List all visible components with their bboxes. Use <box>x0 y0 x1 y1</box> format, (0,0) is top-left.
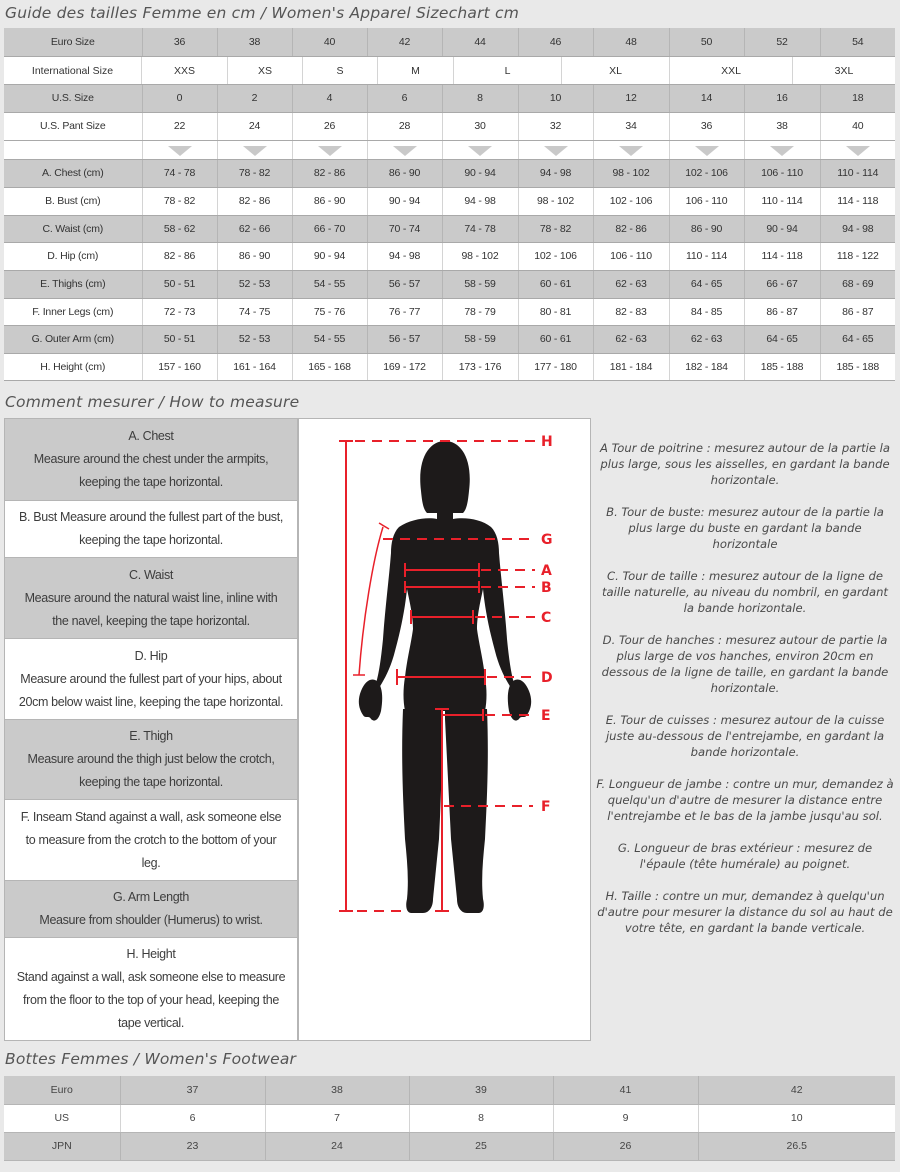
body-measurement-figure <box>298 418 591 1041</box>
row-label: F. Inner Legs (cm) <box>4 298 142 325</box>
cell: 106 - 110 <box>744 159 820 187</box>
cell: 94 - 98 <box>518 159 593 187</box>
cell: 4 <box>292 84 367 112</box>
cell: 62 - 63 <box>669 325 744 353</box>
instruction-line: Measure from shoulder (Humerus) to wrist. <box>39 913 263 927</box>
cell: 62 - 63 <box>593 270 669 298</box>
cell: 90 - 94 <box>367 187 442 215</box>
cell: 181 - 184 <box>593 353 669 380</box>
down-triangle-icon <box>393 146 417 156</box>
cell: 10 <box>518 84 593 112</box>
cell: 94 - 98 <box>367 242 442 270</box>
down-triangle-icon <box>168 146 192 156</box>
cell: 78 - 82 <box>518 215 593 242</box>
cell: 52 - 53 <box>217 270 292 298</box>
fr-instruction-b: B. Tour de buste: mesurez autour de la partie la plus large du buste en gardant la bande horizontale <box>606 505 884 551</box>
label-a: A <box>541 563 552 579</box>
cell: 68 - 69 <box>820 270 895 298</box>
cell: 8 <box>409 1104 553 1132</box>
cell: 6 <box>120 1104 265 1132</box>
cell: 10 <box>698 1104 895 1132</box>
cell: 6 <box>367 84 442 112</box>
footwear-row-euro <box>4 1076 895 1104</box>
cell: 58 - 62 <box>142 215 217 242</box>
measurement-letter-labels <box>541 434 553 815</box>
footwear-size-table <box>4 1076 895 1161</box>
cell: 62 - 66 <box>217 215 292 242</box>
instruction-heading: G. Arm Length <box>112 890 190 904</box>
fr-instruction-d: D. Tour de hanches : mesurez autour de partie la plus large de vos hanches, environ 20cm en dessous de la ligne de taille, en gardant la bande horizontale. <box>601 633 889 695</box>
label-c: C <box>541 610 552 626</box>
cell: 56 - 57 <box>367 270 442 298</box>
cell: 86 - 87 <box>744 298 820 325</box>
measure-instructions-list <box>4 418 298 1041</box>
instruction-line: F. Inseam Stand against a wall, ask someone else <box>20 809 282 824</box>
row-label: JPN <box>4 1132 120 1160</box>
cell: 86 - 87 <box>820 298 895 325</box>
instruction-line: Measure around the natural waist line, inline with <box>24 590 278 605</box>
cell: 78 - 79 <box>442 298 518 325</box>
cell: 32 <box>518 112 593 140</box>
cell: 46 <box>518 28 593 56</box>
euro-size-row <box>4 28 895 56</box>
cell: 40 <box>820 112 895 140</box>
row-label: Euro Size <box>4 28 142 56</box>
label-f: F <box>541 799 551 815</box>
fr-instruction-a: A Tour de poitrine : mesurez autour de la partie la plus large, sous les aisselles, en gardant la bande horizontale. <box>599 441 890 487</box>
down-triangle-icon <box>318 146 342 156</box>
cell: 82 - 86 <box>217 187 292 215</box>
fr-instruction-h: H. Taille : contre un mur, demandez à quelqu'un d'autre pour mesurer la distance du sol au haut de votre tête, en gardant la bande verticale. <box>597 889 893 935</box>
cell: 7 <box>265 1104 409 1132</box>
label-g: G <box>541 532 553 548</box>
cell: 114 - 118 <box>744 242 820 270</box>
cell: 14 <box>669 84 744 112</box>
cell: 75 - 76 <box>292 298 367 325</box>
cell: 30 <box>442 112 518 140</box>
cell: 60 - 61 <box>518 270 593 298</box>
instruction-line: leg. <box>141 855 161 870</box>
cell: 110 - 114 <box>820 159 895 187</box>
cell: M <box>378 57 454 84</box>
instruction-bust <box>5 501 297 558</box>
measurement-row-inner-legs <box>4 298 895 325</box>
instruction-line: Measure around the thigh just below the crotch, <box>27 752 275 766</box>
label-e: E <box>541 708 551 724</box>
cell: 66 - 70 <box>292 215 367 242</box>
cell: 76 - 77 <box>367 298 442 325</box>
cell: 23 <box>120 1132 265 1160</box>
cell: 0 <box>142 84 217 112</box>
instruction-line: 20cm below waist line, keeping the tape horizontal. <box>18 694 284 709</box>
cell: 78 - 82 <box>142 187 217 215</box>
row-label: US <box>4 1104 120 1132</box>
french-instructions <box>596 440 894 952</box>
cell: 64 - 65 <box>820 325 895 353</box>
fr-instruction-f: F. Longueur de jambe : contre un mur, demandez à quelqu'un d'autre de mesurer la distance entre l'entrejambe et le bas de la jambe jusqu'au sol. <box>596 777 894 823</box>
cell: XXL <box>670 57 793 84</box>
cell: 39 <box>409 1076 553 1104</box>
how-to-measure-title: Comment mesurer / How to measure <box>5 393 300 411</box>
cell: 102 - 106 <box>593 187 669 215</box>
fr-instruction-e: E. Tour de cuisses : mesurez autour de la cuisse juste au-dessous de l'entrejambe, en gardant la bande horizontale. <box>605 713 885 759</box>
cell: 161 - 164 <box>217 353 292 380</box>
cell: 26.5 <box>698 1132 895 1160</box>
cell: 2 <box>217 84 292 112</box>
cell: 94 - 98 <box>442 187 518 215</box>
cell: 82 - 86 <box>292 159 367 187</box>
cell: 185 - 188 <box>744 353 820 380</box>
cell: 28 <box>367 112 442 140</box>
measurement-row-waist <box>4 215 895 242</box>
measurement-row-height <box>4 353 895 380</box>
row-label: C. Waist (cm) <box>4 215 142 242</box>
cell: 86 - 90 <box>217 242 292 270</box>
cell: 37 <box>120 1076 265 1104</box>
cell: 90 - 94 <box>292 242 367 270</box>
instruction-line: keeping the tape horizontal. <box>79 775 223 789</box>
cell: 56 - 57 <box>367 325 442 353</box>
row-label: G. Outer Arm (cm) <box>4 325 142 353</box>
cell: 62 - 63 <box>593 325 669 353</box>
cell: 82 - 86 <box>593 215 669 242</box>
cell: 8 <box>442 84 518 112</box>
cell: 72 - 73 <box>142 298 217 325</box>
cell: 24 <box>217 112 292 140</box>
fr-instruction-c: C. Tour de taille : mesurez autour de la ligne de taille naturelle, au niveau du nombril, en gardant la bande horizontale. <box>602 569 888 615</box>
row-label: Euro <box>4 1076 120 1104</box>
instruction-line: tape vertical. <box>118 1016 184 1030</box>
cell: 9 <box>553 1104 698 1132</box>
instruction-height <box>5 938 297 1040</box>
cell: 90 - 94 <box>744 215 820 242</box>
cell: 41 <box>553 1076 698 1104</box>
cell: 114 - 118 <box>820 187 895 215</box>
row-label: A. Chest (cm) <box>4 159 142 187</box>
cell: 38 <box>744 112 820 140</box>
cell: 86 - 90 <box>367 159 442 187</box>
cell: 64 - 65 <box>744 325 820 353</box>
cell: 90 - 94 <box>442 159 518 187</box>
row-label: B. Bust (cm) <box>4 187 142 215</box>
cell: 54 <box>820 28 895 56</box>
cell: 48 <box>593 28 669 56</box>
cell: 106 - 110 <box>593 242 669 270</box>
cell: 82 - 86 <box>142 242 217 270</box>
row-label: U.S. Size <box>4 84 142 112</box>
cell: 52 - 53 <box>217 325 292 353</box>
cell: 44 <box>442 28 518 56</box>
fr-instruction-g: G. Longueur de bras extérieur : mesurez de l'épaule (tête humérale) au poignet. <box>617 841 873 871</box>
cell: 36 <box>142 28 217 56</box>
cell: 177 - 180 <box>518 353 593 380</box>
cell: 110 - 114 <box>744 187 820 215</box>
cell: 12 <box>593 84 669 112</box>
row-label: H. Height (cm) <box>4 353 142 380</box>
cell: 173 - 176 <box>442 353 518 380</box>
instruction-inseam <box>5 800 297 881</box>
cell: 18 <box>820 84 895 112</box>
cell: 98 - 102 <box>593 159 669 187</box>
cell: XS <box>228 57 303 84</box>
cell: 24 <box>265 1132 409 1160</box>
cell: 34 <box>593 112 669 140</box>
instruction-chest <box>5 419 297 501</box>
cell: 42 <box>367 28 442 56</box>
cell: 70 - 74 <box>367 215 442 242</box>
us-size-row <box>4 84 895 112</box>
label-h: H <box>541 434 553 450</box>
cell: 98 - 102 <box>442 242 518 270</box>
row-label: D. Hip (cm) <box>4 242 142 270</box>
apparel-chart-title: Guide des tailles Femme en cm / Women's Apparel Sizechart cm <box>5 4 520 22</box>
instruction-heading: E. Thigh <box>129 729 173 743</box>
us-pant-size-row <box>4 112 895 140</box>
cell: 74 - 78 <box>442 215 518 242</box>
cell: 60 - 61 <box>518 325 593 353</box>
cell: 182 - 184 <box>669 353 744 380</box>
down-triangle-icon <box>846 146 870 156</box>
cell: 54 - 55 <box>292 270 367 298</box>
cell: 84 - 85 <box>669 298 744 325</box>
cell: 26 <box>292 112 367 140</box>
cell: 102 - 106 <box>669 159 744 187</box>
footwear-row-jpn <box>4 1132 895 1160</box>
instruction-waist <box>5 558 297 639</box>
cell: 52 <box>744 28 820 56</box>
cell: 58 - 59 <box>442 270 518 298</box>
instruction-heading: D. Hip <box>134 648 168 663</box>
instruction-heading: C. Waist <box>129 567 173 582</box>
instruction-line: Stand against a wall, ask someone else to measure <box>16 970 286 984</box>
row-label: U.S. Pant Size <box>4 112 142 140</box>
cell: 169 - 172 <box>367 353 442 380</box>
cell: 50 - 51 <box>142 325 217 353</box>
instruction-heading: H. Height <box>126 947 176 961</box>
instruction-line: the navel, keeping the tape horizontal. <box>52 613 250 628</box>
cell: 110 - 114 <box>669 242 744 270</box>
cell: 3XL <box>834 64 854 77</box>
cell: 80 - 81 <box>518 298 593 325</box>
instruction-arm-length <box>5 881 297 938</box>
measurement-row-bust <box>4 187 895 215</box>
cell: 58 - 59 <box>442 325 518 353</box>
cell: 38 <box>265 1076 409 1104</box>
instruction-line: Measure around the chest under the armpits, <box>33 452 269 466</box>
cell: 38 <box>217 28 292 56</box>
cell: 54 - 55 <box>292 325 367 353</box>
row-label: E. Thighs (cm) <box>4 270 142 298</box>
cell: 50 <box>669 28 744 56</box>
cell: 106 - 110 <box>669 187 744 215</box>
down-triangle-icon <box>770 146 794 156</box>
down-triangle-icon <box>619 146 643 156</box>
instruction-hip <box>5 639 297 720</box>
cell: 78 - 82 <box>217 159 292 187</box>
cell: 22 <box>142 112 217 140</box>
down-triangle-icon <box>468 146 492 156</box>
measurement-row-outer-arm <box>4 325 895 353</box>
cell: 98 - 102 <box>518 187 593 215</box>
cell: 157 - 160 <box>142 353 217 380</box>
measurement-row-thighs <box>4 270 895 298</box>
cell: 26 <box>553 1132 698 1160</box>
cell: 74 - 75 <box>217 298 292 325</box>
footwear-title: Bottes Femmes / Women's Footwear <box>5 1050 297 1068</box>
cell: 64 - 65 <box>669 270 744 298</box>
measurement-row-chest <box>4 159 895 187</box>
cell: 42 <box>698 1076 895 1104</box>
cell: 94 - 98 <box>820 215 895 242</box>
cell: XXS <box>142 57 228 84</box>
instruction-line: Measure around the fullest part of your hips, about <box>20 671 282 686</box>
cell: 165 - 168 <box>292 353 367 380</box>
cell: 86 - 90 <box>669 215 744 242</box>
cell: 16 <box>744 84 820 112</box>
cell: 50 - 51 <box>142 270 217 298</box>
instruction-heading: A. Chest <box>128 429 174 443</box>
cell: 40 <box>292 28 367 56</box>
instruction-line: B. Bust Measure around the fullest part of the bust, <box>19 510 283 524</box>
cell: 82 - 83 <box>593 298 669 325</box>
down-triangle-icon <box>243 146 267 156</box>
cell: 36 <box>669 112 744 140</box>
cell: L <box>454 57 562 84</box>
label-b: B <box>541 580 552 596</box>
arrow-row <box>4 140 895 159</box>
cell: 185 - 188 <box>820 353 895 380</box>
cell: 102 - 106 <box>518 242 593 270</box>
cell: 74 - 78 <box>142 159 217 187</box>
instruction-line: keeping the tape horizontal. <box>79 475 223 489</box>
cell: 66 - 67 <box>744 270 820 298</box>
instruction-line: keeping the tape horizontal. <box>79 533 223 547</box>
cell: 86 - 90 <box>292 187 367 215</box>
row-label: International Size <box>4 57 142 84</box>
instruction-thigh <box>5 720 297 800</box>
international-size-row <box>4 57 895 85</box>
woman-silhouette-diagram <box>299 419 592 1042</box>
instruction-line: to measure from the crotch to the bottom of your <box>25 832 277 847</box>
down-triangle-icon <box>544 146 568 156</box>
cell: S <box>303 57 378 84</box>
cell: 25 <box>409 1132 553 1160</box>
measurement-row-hip <box>4 242 895 270</box>
down-triangle-icon <box>695 146 719 156</box>
footwear-row-us <box>4 1104 895 1132</box>
instruction-line: from the floor to the top of your head, keeping the <box>23 993 279 1007</box>
label-d: D <box>541 670 553 686</box>
cell: 118 - 122 <box>820 242 895 270</box>
cell: XL <box>562 57 670 84</box>
